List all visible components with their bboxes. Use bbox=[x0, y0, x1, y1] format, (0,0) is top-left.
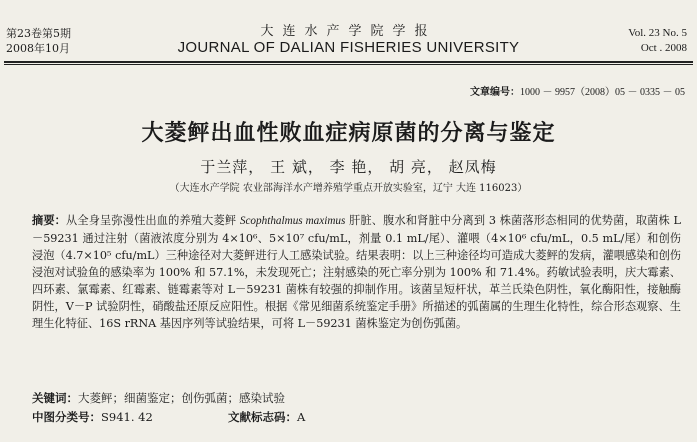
keywords-label: 关键词： bbox=[32, 391, 78, 405]
article-number-label: 文章编号： bbox=[470, 87, 520, 98]
volume-cn: 第23卷第5期 bbox=[6, 27, 71, 40]
abstract-label: 摘要： bbox=[32, 214, 67, 227]
journal-title-cn: 大连水产学院学报 bbox=[260, 24, 437, 39]
date-en: Oct . 2008 bbox=[640, 42, 687, 54]
header-rule-thin bbox=[4, 64, 693, 65]
volume-en: Vol. 23 No. 5 bbox=[628, 27, 687, 39]
classification-label: 中图分类号： bbox=[32, 410, 101, 424]
classification-value: S941. 42 bbox=[101, 410, 153, 424]
species-name: Scophthalmus maximus bbox=[239, 215, 346, 227]
authors: 于兰萍， 王 斌， 李 艳， 胡 亮， 赵凤梅 bbox=[200, 158, 497, 176]
header-right bbox=[628, 26, 687, 56]
journal-title-en: JOURNAL OF DALIAN FISHERIES UNIVERSITY bbox=[177, 39, 520, 56]
abstract-text-2: 肝脏、腹水和肾脏中分离到 3 株菌落形态相同的优势菌，取菌株 L－59231 通过注射（菌液浓度分别为 4×10⁶、5×10⁷ cfu/mL，剂量 0.1 mL/尾）、灌喂（4×10⁶ cfu/mL，0.5 mL/尾）和创伤浸泡（4.7×10⁵ cfu/mL）三种途径对大菱鲆进行人工感染试验。结果表明：以上三种途径均可造成大菱鲆的发病，灌喂感染和创伤浸泡对试验鱼的感染率为 100% 和 57.1%，未发现死亡；注射感染的死亡率分别为 100% 和 71.4%。药敏试验表明，庆大霉素、四环素、氯霉素、红霉素、链霉素等对 L－59231 菌株有较强的抑制作用。该菌呈短杆状，革兰氏染色阴性，氧化酶阳性，接触酶阴性，V－P 试验阴性，硝酸盐还原反应阳性。根据《常见细菌系统鉴定手册》所描述的弧菌属的生理生化特性，综合形态观察、生理生化特征、16S rRNA 基因序列等试验结果，可将 L－59231 菌株鉴定为创伤弧菌。 bbox=[32, 214, 681, 330]
document-code-label: 文献标志码： bbox=[228, 410, 297, 424]
classification bbox=[32, 409, 153, 425]
document-code bbox=[228, 409, 305, 425]
affiliation: （大连水产学院 农业部海洋水产增养殖学重点开放实验室，辽宁 大连 116023） bbox=[169, 183, 528, 194]
header-rule-thick bbox=[4, 61, 693, 63]
abstract-text-1: 从全身呈弥漫性出血的养殖大菱鲆 bbox=[66, 214, 240, 227]
abstract bbox=[32, 212, 681, 332]
article-number-value: 1000 － 9957（2008）05 － 0335 － 05 bbox=[520, 87, 685, 98]
keywords bbox=[32, 390, 285, 406]
keywords-value: 大菱鲆；细菌鉴定；创伤弧菌；感染试验 bbox=[78, 391, 285, 405]
paper-title: 大菱鲆出血性败血症病原菌的分离与鉴定 bbox=[141, 121, 556, 146]
article-number bbox=[470, 83, 685, 98]
document-code-value: A bbox=[297, 410, 306, 424]
date-cn: 2008年10月 bbox=[6, 42, 70, 55]
